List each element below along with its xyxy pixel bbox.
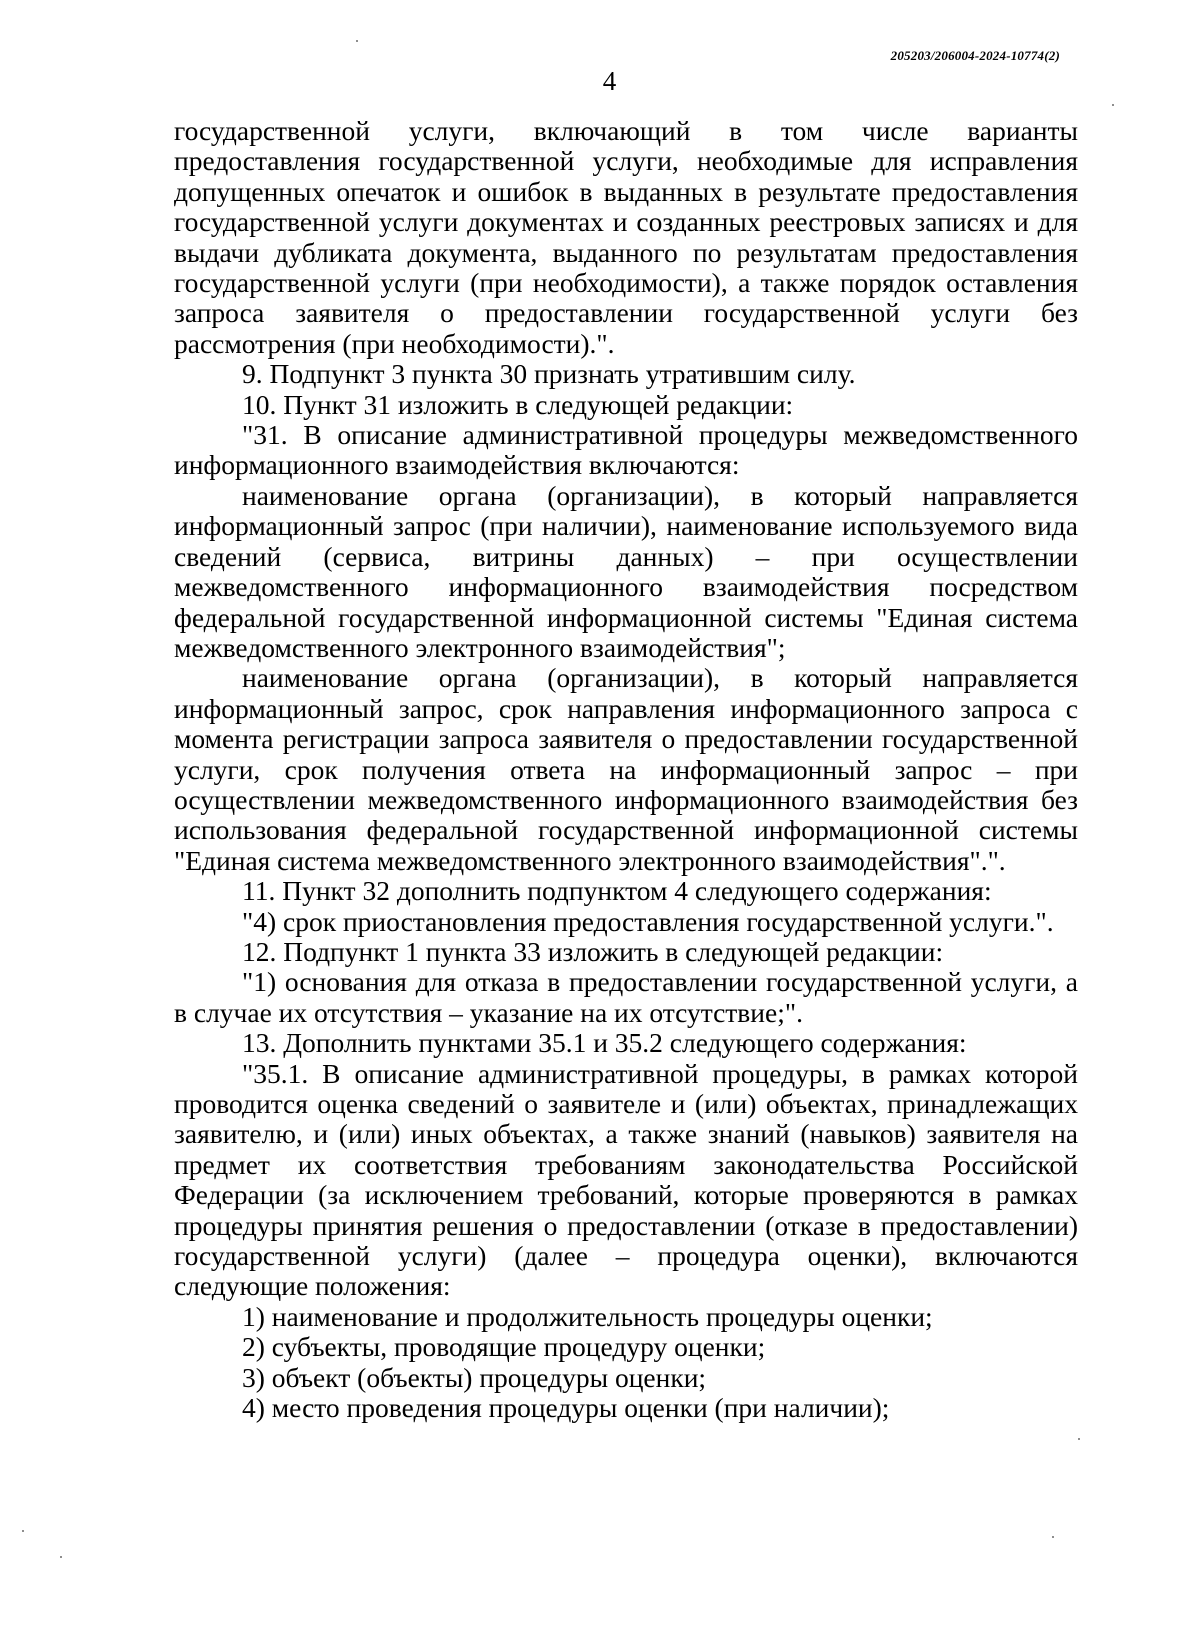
paragraph-quote-1: "1) основания для отказа в предоставлении государственной услуги, а в случае их отсутствия – указание на их отсутствие;". [174, 966, 1078, 1028]
paragraph-quote-31: "31. В описание административной процедуры межведомственного информационного взаимодействия включаются: [174, 419, 1078, 481]
paragraph-item-12: 12. Подпункт 1 пункта 33 изложить в следующей редакции: [242, 935, 944, 967]
paragraph-quote-4: "4) срок приостановления предоставления государственной услуги.". [242, 905, 1054, 937]
paragraph-item-9: 9. Подпункт 3 пункта 30 признать утратившим силу. [242, 358, 856, 390]
paragraph-item-11: 11. Пункт 32 дополнить подпунктом 4 следующего содержания: [242, 875, 992, 907]
scan-speck [1078, 1438, 1080, 1440]
scan-speck [1112, 104, 1114, 106]
paragraph-quote-35-1: "35.1. В описание административной процедуры, в рамках которой проводится оценка сведений о заявителе и (или) объектах, принадлежащих заявителю, и (или) иных объектах, а также знаний (навыков) заявителя на предмет их соответствия требованиям законодательства Российской Федерации (за исключением требований, которые проверяются в рамках процедуры принятия решения о предоставлении (отказе в предоставлении) государственной услуги) (далее – процедура оценки), включаются следующие положения: [174, 1057, 1078, 1302]
list-item-4: 4) место проведения процедуры оценки (при наличии); [242, 1392, 890, 1424]
paragraph-item-10: 10. Пункт 31 изложить в следующей редакции: [242, 388, 794, 420]
paragraph-quote-31-part-1: наименование органа (организации), в который направляется информационный запрос (при наличии), наименование используемого вида сведений (сервиса, витрины данных) – при осуществлении межведомственного информационного взаимодействия посредством федеральной государственной информационной системы "Единая система межведомственного электронного взаимодействия"; [174, 479, 1078, 663]
scan-speck [356, 40, 358, 42]
document-body [174, 116, 1078, 1423]
paragraph-item-13: 13. Дополнить пунктами 35.1 и 35.2 следующего содержания: [242, 1027, 967, 1059]
list-item-2: 2) субъекты, проводящие процедуру оценки; [242, 1331, 766, 1363]
document-registration-number: 205203/206004-2024-10774(2) [890, 48, 1060, 63]
scan-speck [22, 1530, 24, 1532]
list-item-3: 3) объект (объекты) процедуры оценки; [242, 1361, 707, 1393]
paragraph-quote-31-part-2: наименование органа (организации), в который направляется информационный запрос, срок направления информационного запроса с момента регистрации запроса заявителя о предоставлении государственной услуги, срок получения ответа на информационный запрос – при осуществлении межведомственного информационного взаимодействия без использования федеральной государственной информационной системы "Единая система межведомственного электронного взаимодействия".". [174, 662, 1078, 876]
list-item-1: 1) наименование и продолжительность процедуры оценки; [242, 1300, 933, 1332]
scan-speck [1052, 1536, 1054, 1538]
paragraph-continuation: государственной услуги, включающий в том числе варианты предоставления государственной услуги, необходимые для исправления допущенных опечаток и ошибок в выданных в результате предоставления государственной услуги документах и созданных реестровых записях и для выдачи дубликата документа, выданного по результатам предоставления государственной услуги (при необходимости), а также порядок оставления запроса заявителя о предоставлении государственной услуги без рассмотрения (при необходимости).". [174, 115, 1078, 359]
page-number: 4 [602, 66, 617, 96]
scan-speck [60, 1556, 62, 1558]
